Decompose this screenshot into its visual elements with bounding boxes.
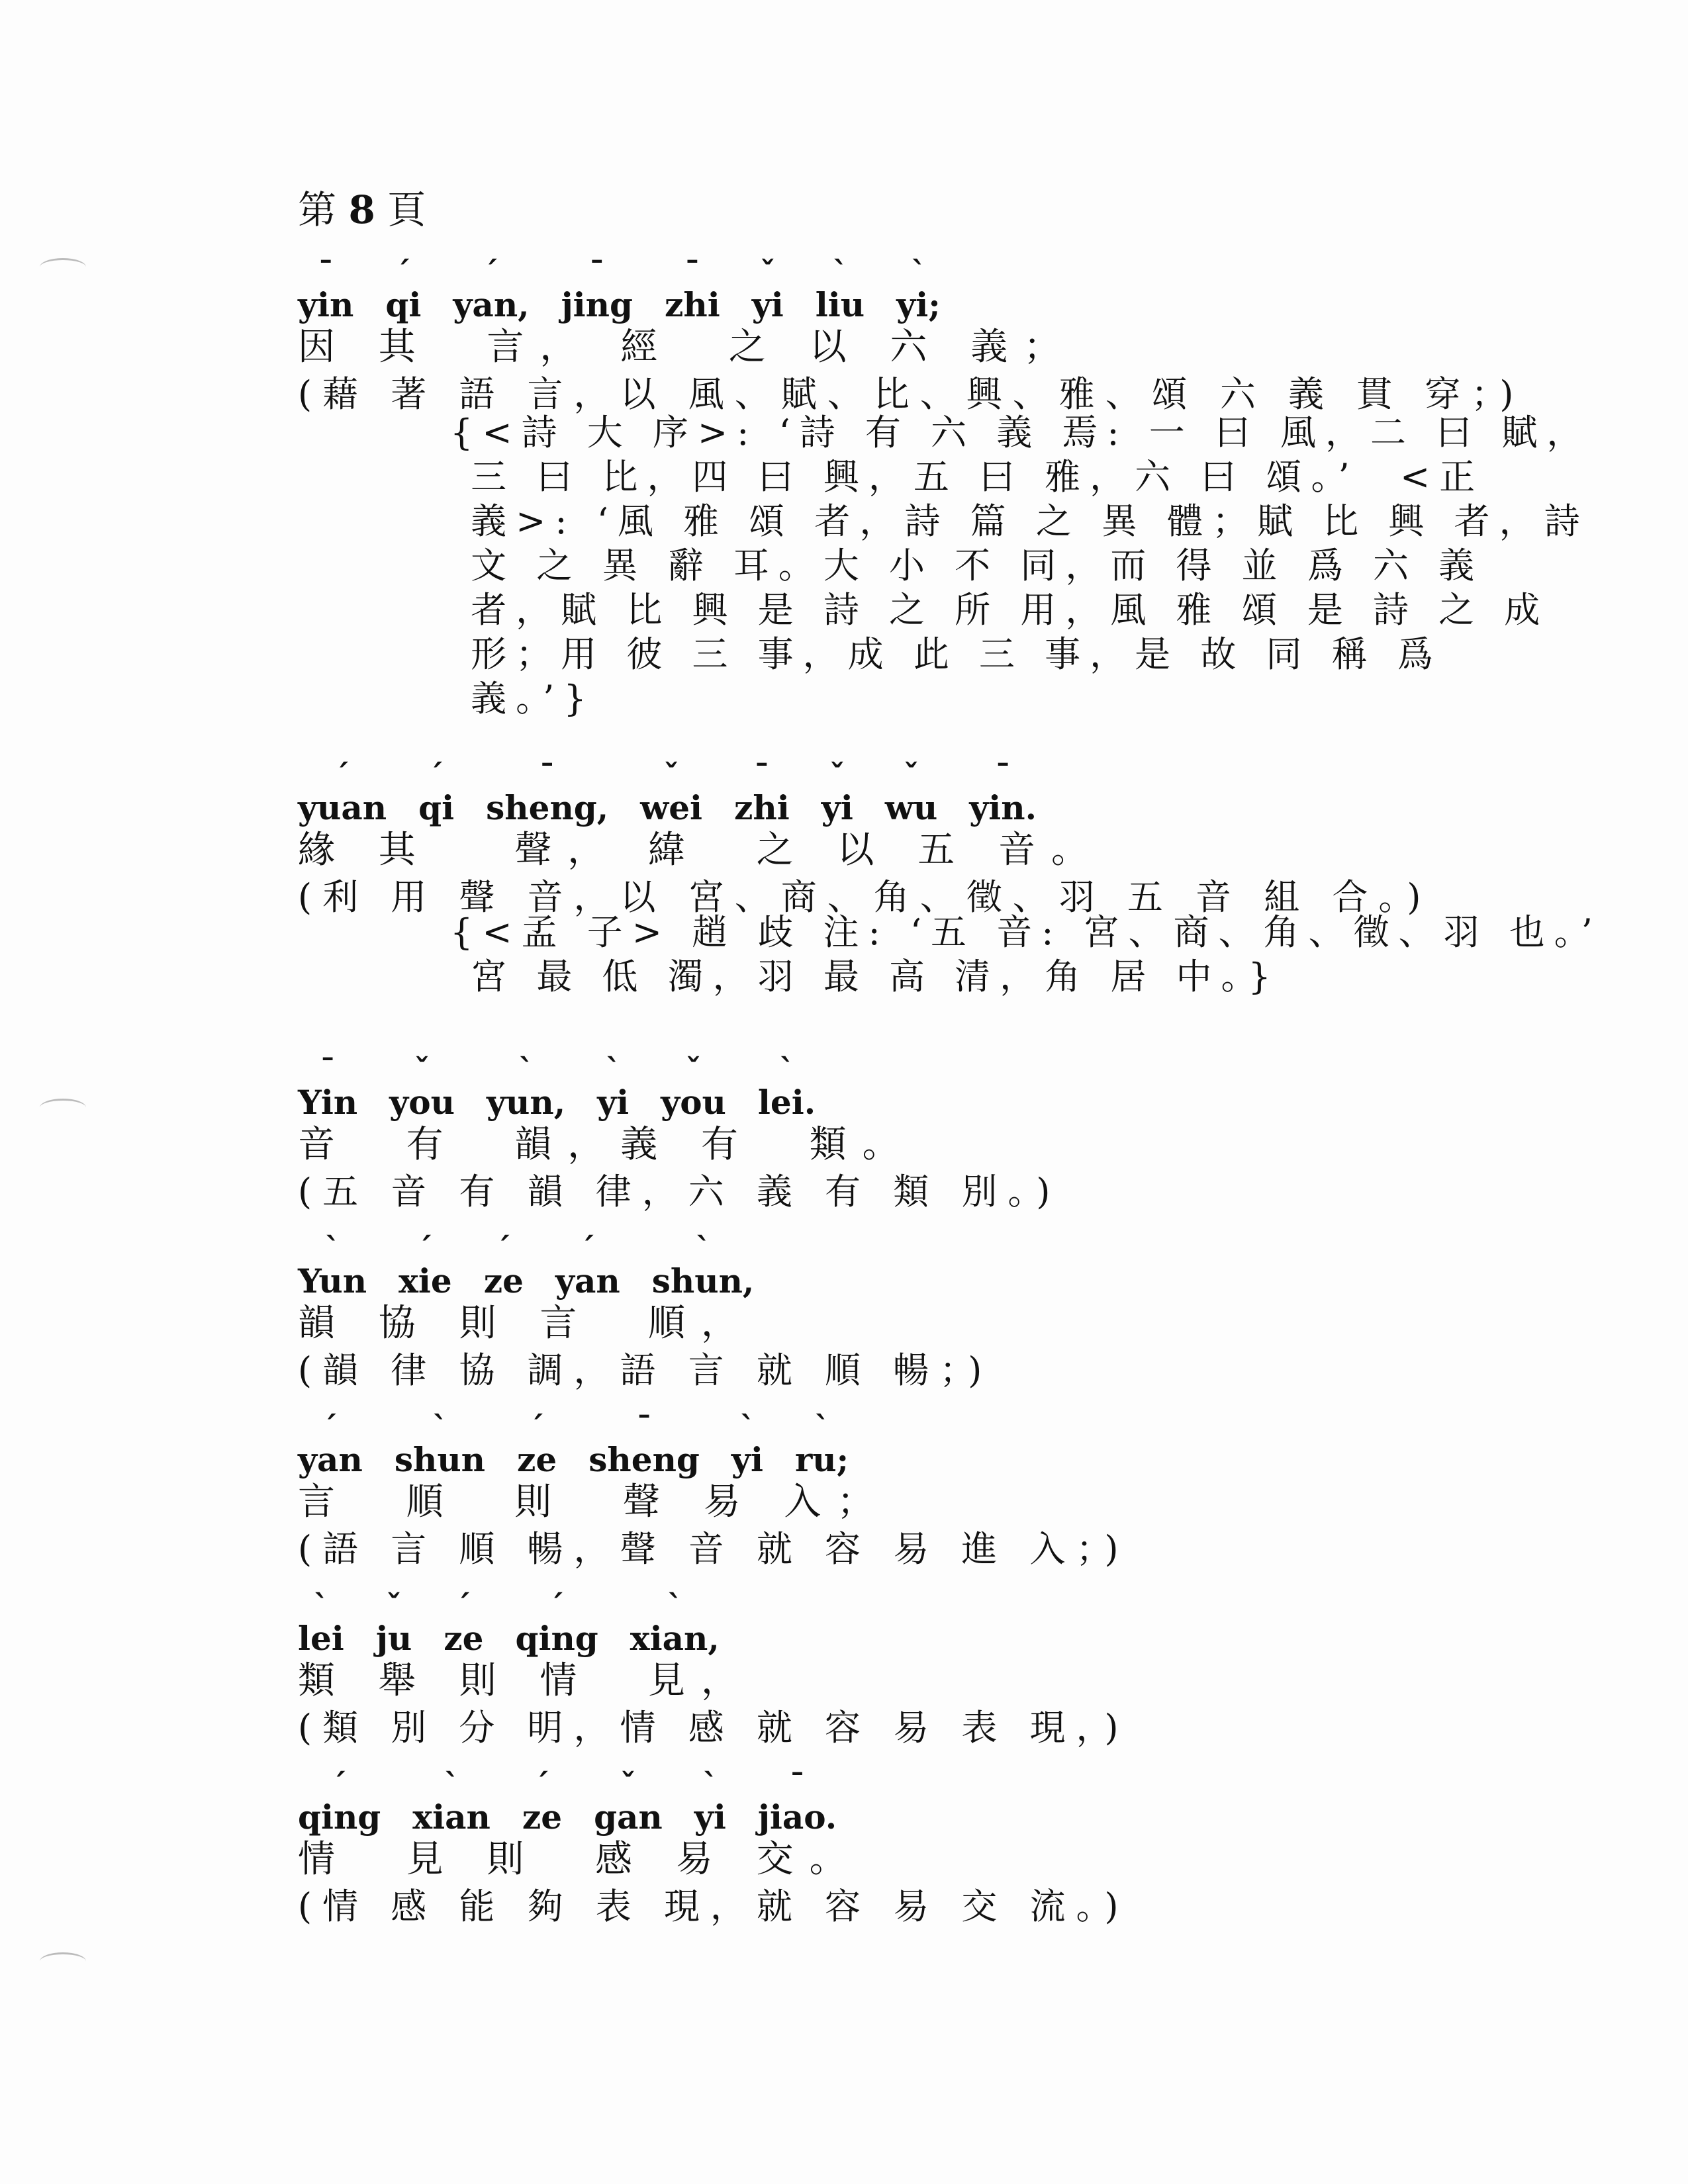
syllable-text: yi	[751, 285, 784, 324]
translation-line: (類 別 分 明，情 感 就 容 易 表 現，)	[298, 1707, 1129, 1749]
verse-block	[298, 255, 1524, 417]
tone-mark: ¯	[753, 758, 770, 795]
syllable-text: Yun	[298, 1261, 367, 1300]
verse-block	[298, 1052, 1061, 1214]
syllable-text: yin	[298, 285, 354, 324]
pinyin-line	[298, 1767, 1129, 1837]
tone-mark: ˊ	[417, 1231, 434, 1268]
tone-mark: ˊ	[495, 1231, 512, 1268]
syllable-text: ze	[522, 1797, 563, 1837]
pinyin-syllable	[555, 1231, 620, 1300]
page-heading	[298, 179, 426, 234]
syllable-text: ju	[375, 1619, 412, 1658]
syllable-text: shun	[394, 1440, 486, 1479]
pinyin-syllable	[588, 1410, 700, 1479]
tone-mark: ˋ	[814, 1410, 830, 1447]
pinyin-syllable	[734, 758, 790, 827]
tone-mark: ˊ	[579, 1231, 596, 1268]
commentary-line: 義>: ‘風 雅 頌 者，詩 篇 之 異 體；賦 比 興 者，詩	[450, 500, 1589, 542]
tone-mark: ¯	[636, 1410, 653, 1447]
tone-mark: ¯	[789, 1767, 806, 1804]
pinyin-line	[298, 1052, 1060, 1122]
translation-line: (五 音 有 韻 律，六 義 有 類 別。)	[298, 1171, 1061, 1212]
pinyin-syllable	[385, 255, 422, 324]
tone-mark: ¯	[995, 758, 1011, 795]
pinyin-syllable	[731, 1410, 763, 1479]
tone-mark: ˇ	[685, 1052, 702, 1089]
syllable-text: yi	[731, 1440, 763, 1479]
pinyin-syllable	[821, 758, 853, 827]
chinese-line: 言 順 則 聲 易 入；	[298, 1480, 890, 1524]
translation-line: (韻 律 協 調，語 言 就 順 暢；)	[298, 1349, 993, 1391]
tone-mark: ˊ	[529, 1410, 545, 1447]
tone-mark: ˊ	[395, 255, 412, 292]
tone-mark: ˇ	[759, 255, 776, 292]
pinyin-syllable	[794, 1410, 849, 1479]
tone-mark: ˋ	[739, 1410, 755, 1447]
commentary-note	[450, 910, 1602, 999]
verse-block	[298, 1231, 993, 1393]
commentary-line: 文 之 異 辭 耳。大 小 不 同，而 得 並 爲 六 義	[450, 545, 1484, 586]
syllable-text: yin.	[969, 788, 1037, 827]
chinese-line: 情 見 則 感 易 交。	[298, 1838, 863, 1881]
page-heading-prefix: 第	[298, 187, 337, 232]
syllable-text: ze	[444, 1619, 484, 1658]
pinyin-syllable	[815, 255, 865, 324]
pinyin-syllable	[298, 1410, 363, 1479]
pinyin-syllable	[597, 1052, 630, 1122]
tone-mark: ˋ	[831, 255, 848, 292]
syllable-text: ru;	[794, 1440, 849, 1479]
syllable-text: ze	[517, 1440, 557, 1479]
syllable-text: Yin	[298, 1083, 358, 1122]
pinyin-syllable	[412, 1767, 491, 1837]
pinyin-line	[298, 255, 1524, 324]
syllable-text: wei	[640, 788, 703, 827]
tone-mark: ˇ	[414, 1052, 430, 1089]
tone-mark: ˇ	[903, 758, 919, 795]
tone-mark: ˋ	[444, 1767, 460, 1804]
tone-mark: ˋ	[518, 1052, 534, 1089]
pinyin-syllable	[694, 1767, 726, 1837]
syllable-text: yi	[694, 1797, 726, 1837]
syllable-text: you	[389, 1083, 455, 1122]
syllable-text: zhi	[734, 788, 790, 827]
tone-mark: ˋ	[695, 1231, 712, 1268]
translation-line: (利 用 聲 音，以 宮、商、角、徵、羽 五 音 組 合。)	[298, 876, 1432, 918]
tone-mark: ˊ	[322, 1410, 338, 1447]
page-number: 8	[348, 187, 375, 232]
syllable-text: yi	[821, 788, 853, 827]
commentary-line: 義。’}	[450, 678, 596, 719]
syllable-text: yun,	[486, 1083, 566, 1122]
pinyin-syllable	[298, 1588, 344, 1658]
syllable-text: yan	[298, 1440, 363, 1479]
tone-mark: ˋ	[605, 1052, 622, 1089]
commentary-line: 者，賦 比 興 是 詩 之 所 用，風 雅 頌 是 詩 之 成	[450, 589, 1550, 631]
pinyin-syllable	[483, 1231, 524, 1300]
page-heading-suffix: 頁	[387, 187, 426, 232]
tone-mark: ˊ	[534, 1767, 550, 1804]
syllable-text: yan	[555, 1261, 620, 1300]
tone-mark: ˊ	[483, 255, 499, 292]
syllable-text: zhi	[665, 285, 720, 324]
tone-mark: ˇ	[829, 758, 845, 795]
tone-mark: ˊ	[331, 1767, 348, 1804]
translation-line: (情 感 能 夠 表 現，就 容 易 交 流。)	[298, 1886, 1129, 1927]
pinyin-syllable	[884, 758, 938, 827]
pinyin-syllable	[444, 1588, 484, 1658]
syllable-text: sheng,	[486, 788, 609, 827]
tone-mark: ˋ	[910, 255, 927, 292]
pinyin-syllable	[515, 1588, 598, 1658]
pinyin-syllable	[399, 1231, 452, 1300]
tone-mark: ¯	[684, 255, 700, 292]
syllable-text: lei.	[757, 1083, 816, 1122]
verse-block	[298, 1410, 1129, 1572]
verse-block	[298, 758, 1432, 920]
chinese-line: 音 有 韻，義 有 類。	[298, 1123, 915, 1166]
syllable-text: gan	[594, 1797, 663, 1837]
tone-mark: ˇ	[663, 758, 680, 795]
syllable-text: liu	[815, 285, 865, 324]
syllable-text: lei	[298, 1619, 344, 1658]
syllable-text: yuan	[298, 788, 387, 827]
tone-mark: ¯	[318, 255, 334, 292]
pinyin-syllable	[594, 1767, 663, 1837]
commentary-line: 宮 最 低 濁，羽 最 高 清，角 居 中。}	[450, 956, 1280, 997]
chinese-line: 韻 協 則 言 順，	[298, 1302, 755, 1345]
pinyin-syllable	[640, 758, 703, 827]
tone-mark: ˋ	[432, 1410, 448, 1447]
verse-block	[298, 1588, 1129, 1751]
syllable-text: yi;	[896, 285, 941, 324]
tone-mark: ˇ	[386, 1588, 402, 1625]
tone-mark: ˋ	[312, 1588, 329, 1625]
punch-hole-mark	[40, 1952, 86, 1970]
syllable-text: qi	[418, 788, 455, 827]
tone-mark: ˊ	[455, 1588, 472, 1625]
commentary-line: {<孟 子> 趙 歧 注: ‘五 音: 宮、商、角、徵、羽 也。’	[450, 911, 1602, 953]
pinyin-syllable	[522, 1767, 563, 1837]
pinyin-syllable	[757, 1052, 816, 1122]
pinyin-syllable	[630, 1588, 720, 1658]
pinyin-syllable	[751, 255, 784, 324]
pinyin-syllable	[561, 255, 633, 324]
commentary-line: {<詩 大 序>: ‘詩 有 六 義 焉: 一 曰 風，二 曰 賦，	[450, 412, 1592, 453]
syllable-text: xie	[399, 1261, 452, 1300]
pinyin-syllable	[389, 1052, 455, 1122]
pinyin-syllable	[486, 758, 609, 827]
translation-line: (語 言 順 暢，聲 音 就 容 易 進 入；)	[298, 1528, 1129, 1570]
syllable-text: shun,	[651, 1261, 755, 1300]
syllable-text: jiao.	[757, 1797, 837, 1837]
syllable-text: wu	[884, 788, 938, 827]
punch-hole-mark	[40, 258, 86, 276]
tone-mark: ¯	[320, 1052, 336, 1089]
syllable-text: qing	[298, 1797, 381, 1837]
syllable-text: qi	[385, 285, 422, 324]
pinyin-syllable	[298, 758, 387, 827]
pinyin-syllable	[418, 758, 455, 827]
tone-mark: ˋ	[702, 1767, 718, 1804]
syllable-text: qing	[515, 1619, 598, 1658]
tone-mark: ˋ	[667, 1588, 683, 1625]
syllable-text: xian	[412, 1797, 491, 1837]
pinyin-syllable	[375, 1588, 412, 1658]
chinese-line: 緣 其 聲， 緯 之 以 五 音。	[298, 829, 1105, 872]
pinyin-syllable	[651, 1231, 755, 1300]
pinyin-syllable	[661, 1052, 726, 1122]
tone-mark: ¯	[588, 255, 605, 292]
pinyin-syllable	[517, 1410, 557, 1479]
syllable-text: sheng	[588, 1440, 700, 1479]
syllable-text: ze	[483, 1261, 524, 1300]
pinyin-syllable	[486, 1052, 566, 1122]
syllable-text: xian,	[630, 1619, 720, 1658]
pinyin-syllable	[394, 1410, 486, 1479]
punch-hole-mark	[40, 1099, 86, 1116]
chinese-line: 類 舉 則 情 見，	[298, 1659, 755, 1702]
syllable-text: jing	[561, 285, 633, 324]
tone-mark: ˊ	[428, 758, 445, 795]
chinese-line: 因 其 言， 經 之 以 六 義；	[298, 326, 1077, 369]
tone-mark: ˇ	[620, 1767, 636, 1804]
pinyin-syllable	[665, 255, 720, 324]
pinyin-syllable	[757, 1767, 837, 1837]
tone-mark: ¯	[539, 758, 555, 795]
translation-line: (藉 著 語 言，以 風、賦、比、興、雅、頌 六 義 貫 穿；)	[298, 373, 1524, 415]
tone-mark: ˋ	[778, 1052, 795, 1089]
tone-mark: ˊ	[549, 1588, 565, 1625]
tone-mark: ˋ	[324, 1231, 341, 1268]
syllable-text: you	[661, 1083, 726, 1122]
tone-mark: ˊ	[334, 758, 351, 795]
pinyin-syllable	[969, 758, 1037, 827]
pinyin-syllable	[453, 255, 530, 324]
pinyin-syllable	[896, 255, 941, 324]
pinyin-syllable	[298, 255, 354, 324]
pinyin-syllable	[298, 1767, 381, 1837]
verse-block	[298, 1767, 1129, 1929]
commentary-line: 形；用 彼 三 事，成 此 三 事，是 故 同 稱 爲	[450, 633, 1442, 675]
syllable-text: yan,	[453, 285, 530, 324]
commentary-line: 三 曰 比，四 曰 興，五 曰 雅，六 曰 頌。’ <正	[450, 456, 1485, 498]
syllable-text: yi	[597, 1083, 630, 1122]
pinyin-syllable	[298, 1231, 367, 1300]
pinyin-syllable	[298, 1052, 358, 1122]
commentary-note	[450, 410, 1591, 721]
